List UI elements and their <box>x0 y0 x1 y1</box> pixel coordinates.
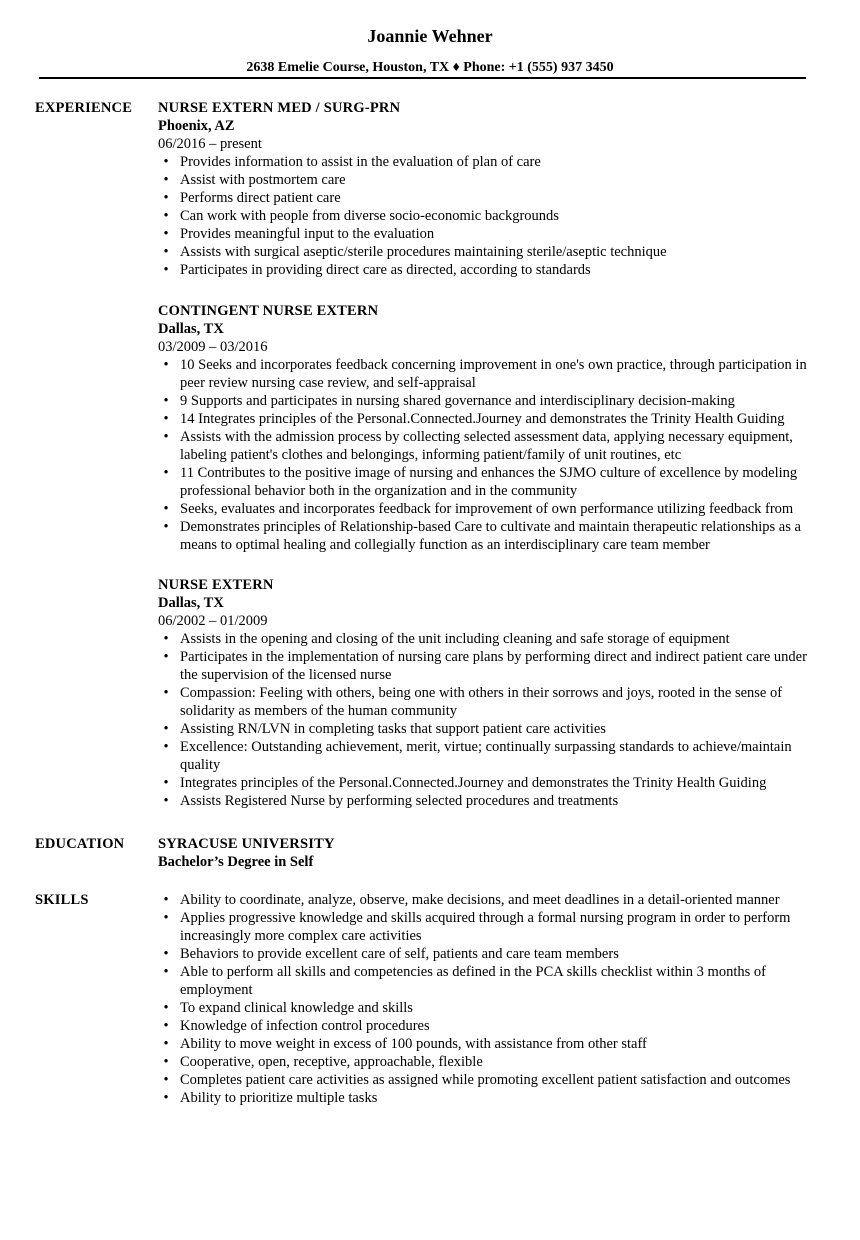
list-item <box>158 909 818 945</box>
bullet-icon: • <box>163 910 169 926</box>
bullet-icon: • <box>163 501 169 517</box>
bullet-icon: • <box>163 262 169 278</box>
bullet-icon: • <box>163 154 169 170</box>
job-entry <box>158 576 818 810</box>
bullet-icon: • <box>163 519 169 535</box>
list-item <box>158 356 818 392</box>
job-location: Dallas, TX <box>158 595 224 611</box>
skill-text: To expand clinical knowledge and skills <box>180 1000 413 1016</box>
bullet-icon: • <box>163 1018 169 1034</box>
list-item <box>158 428 818 464</box>
school-name: SYRACUSE UNIVERSITY <box>158 836 335 852</box>
list-item <box>158 1035 818 1053</box>
contact-separator: ♦ <box>452 60 460 75</box>
bullet-icon: • <box>163 946 169 962</box>
bullet-icon: • <box>163 964 169 980</box>
bullet-text: Provides information to assist in the evaluation of plan of care <box>180 154 541 170</box>
bullet-text: 14 Integrates principles of the Personal.Connected.Journey and demonstrates the Trinity Health Guiding <box>180 411 785 427</box>
resume-name: Joannie Wehner <box>367 26 493 46</box>
bullet-icon: • <box>163 685 169 701</box>
skill-text: Cooperative, open, receptive, approachable, flexible <box>180 1054 483 1070</box>
list-item <box>158 410 818 428</box>
bullet-icon: • <box>163 411 169 427</box>
bullet-text: Can work with people from diverse socio-economic backgrounds <box>180 208 559 224</box>
skills-list <box>158 891 818 1107</box>
bullet-icon: • <box>163 357 169 373</box>
bullet-text: Seeks, evaluates and incorporates feedback for improvement of own performance utilizing feedback from <box>180 501 794 517</box>
bullet-text: 11 Contributes to the positive image of nursing and enhances the SJMO culture of excellence by modeling professional behavior both in the organization and in the community <box>180 465 798 499</box>
bullet-icon: • <box>163 739 169 755</box>
bullet-text: Integrates principles of the Personal.Connected.Journey and demonstrates the Trinity Health Guiding <box>180 775 767 791</box>
skill-text: Ability to prioritize multiple tasks <box>180 1090 378 1106</box>
bullet-text: 10 Seeks and incorporates feedback concerning improvement in one's own practice, through participation in peer review nursing case review, and self-appraisal <box>180 357 807 391</box>
list-item <box>158 1053 818 1071</box>
job-bullet-list <box>158 153 818 279</box>
skill-text: Applies progressive knowledge and skills acquired through a formal nursing program in order to perform increasingly more complex care activities <box>180 910 791 944</box>
list-item <box>158 464 818 500</box>
job-location: Phoenix, AZ <box>158 118 235 134</box>
list-item <box>158 392 818 410</box>
list-item <box>158 225 818 243</box>
skill-text: Behaviors to provide excellent care of self, patients and care team members <box>180 946 619 962</box>
list-item <box>158 774 818 792</box>
list-item <box>158 963 818 999</box>
job-bullet-list <box>158 630 818 810</box>
bullet-icon: • <box>163 892 169 908</box>
bullet-icon: • <box>163 429 169 445</box>
skill-text: Able to perform all skills and competencies as defined in the PCA skills checklist within 3 months of employment <box>180 964 766 998</box>
list-item <box>158 243 818 261</box>
job-bullet-list <box>158 356 818 554</box>
bullet-icon: • <box>163 649 169 665</box>
list-item <box>158 738 818 774</box>
list-item <box>158 999 818 1017</box>
bullet-icon: • <box>163 721 169 737</box>
job-entry <box>158 302 818 554</box>
bullet-text: Demonstrates principles of Relationship-based Care to cultivate and maintain therapeutic relationships as a means to optimal healing and collegially function as an interdisciplinary care team member <box>180 519 801 553</box>
header-divider <box>39 77 806 79</box>
list-item <box>158 792 818 810</box>
bullet-icon: • <box>163 1090 169 1106</box>
degree: Bachelor’s Degree in Self <box>158 854 314 870</box>
bullet-text: Assist with postmortem care <box>180 172 346 188</box>
bullet-text: Performs direct patient care <box>180 190 341 206</box>
bullet-icon: • <box>163 631 169 647</box>
job-dates: 03/2009 – 03/2016 <box>158 339 268 355</box>
bullet-icon: • <box>163 190 169 206</box>
list-item <box>158 1089 818 1107</box>
bullet-icon: • <box>163 208 169 224</box>
bullet-icon: • <box>163 793 169 809</box>
list-item <box>158 518 818 554</box>
job-title: CONTINGENT NURSE EXTERN <box>158 303 379 319</box>
skill-text: Knowledge of infection control procedures <box>180 1018 430 1034</box>
bullet-icon: • <box>163 1036 169 1052</box>
list-item <box>158 945 818 963</box>
list-item <box>158 684 818 720</box>
bullet-text: Assists with the admission process by collecting selected assessment data, applying necessary equipment, labeling patient's clothes and belongings, informing patient/family of unit routines, etc <box>180 429 793 463</box>
experience-section-label: EXPERIENCE <box>35 100 133 116</box>
job-title: NURSE EXTERN <box>158 577 274 593</box>
bullet-text: Excellence: Outstanding achievement, merit, virtue; continually surpassing standards to achieve/maintain quality <box>180 739 792 773</box>
list-item <box>158 189 818 207</box>
skill-text: Ability to move weight in excess of 100 pounds, with assistance from other staff <box>180 1036 647 1052</box>
list-item <box>158 207 818 225</box>
list-item <box>158 1071 818 1089</box>
contact-address: 2638 Emelie Course, Houston, TX <box>246 60 450 75</box>
bullet-icon: • <box>163 1054 169 1070</box>
bullet-text: Provides meaningful input to the evaluation <box>180 226 435 242</box>
bullet-icon: • <box>163 775 169 791</box>
bullet-icon: • <box>163 244 169 260</box>
contact-line <box>0 59 860 77</box>
contact-phone: Phone: +1 (555) 937 3450 <box>463 60 614 75</box>
job-entry <box>158 99 818 279</box>
bullet-text: Assists in the opening and closing of the unit including cleaning and safe storage of equipment <box>180 631 730 647</box>
bullet-icon: • <box>163 172 169 188</box>
list-item <box>158 500 818 518</box>
skill-text: Ability to coordinate, analyze, observe, make decisions, and meet deadlines in a detail-oriented manner <box>180 892 780 908</box>
list-item <box>158 720 818 738</box>
bullet-icon: • <box>163 1000 169 1016</box>
bullet-text: Assists with surgical aseptic/sterile procedures maintaining sterile/aseptic technique <box>180 244 667 260</box>
bullet-text: Compassion: Feeling with others, being one with others in their sorrows and joys, rooted in the sense of solidarity as members of the human community <box>180 685 783 719</box>
bullet-text: 9 Supports and participates in nursing shared governance and interdisciplinary decision-making <box>180 393 735 409</box>
bullet-text: Assists Registered Nurse by performing selected procedures and treatments <box>180 793 619 809</box>
list-item <box>158 648 818 684</box>
bullet-text: Assisting RN/LVN in completing tasks that support patient care activities <box>180 721 606 737</box>
bullet-icon: • <box>163 465 169 481</box>
bullet-icon: • <box>163 1072 169 1088</box>
skills-entry <box>158 891 818 1107</box>
list-item <box>158 153 818 171</box>
education-section-label: EDUCATION <box>35 836 125 852</box>
job-dates: 06/2002 – 01/2009 <box>158 613 268 629</box>
job-dates: 06/2016 – present <box>158 136 262 152</box>
list-item <box>158 1017 818 1035</box>
bullet-text: Participates in the implementation of nursing care plans by performing direct and indirect patient care under the supervision of the licensed nurse <box>180 649 807 683</box>
bullet-text: Participates in providing direct care as directed, according to standards <box>180 262 591 278</box>
job-location: Dallas, TX <box>158 321 224 337</box>
list-item <box>158 891 818 909</box>
list-item <box>158 630 818 648</box>
job-title: NURSE EXTERN MED / SURG-PRN <box>158 100 401 116</box>
education-entry <box>158 835 818 871</box>
list-item <box>158 171 818 189</box>
list-item <box>158 261 818 279</box>
bullet-icon: • <box>163 393 169 409</box>
bullet-icon: • <box>163 226 169 242</box>
skills-section-label: SKILLS <box>35 892 89 908</box>
skill-text: Completes patient care activities as assigned while promoting excellent patient satisfaction and outcomes <box>180 1072 791 1088</box>
